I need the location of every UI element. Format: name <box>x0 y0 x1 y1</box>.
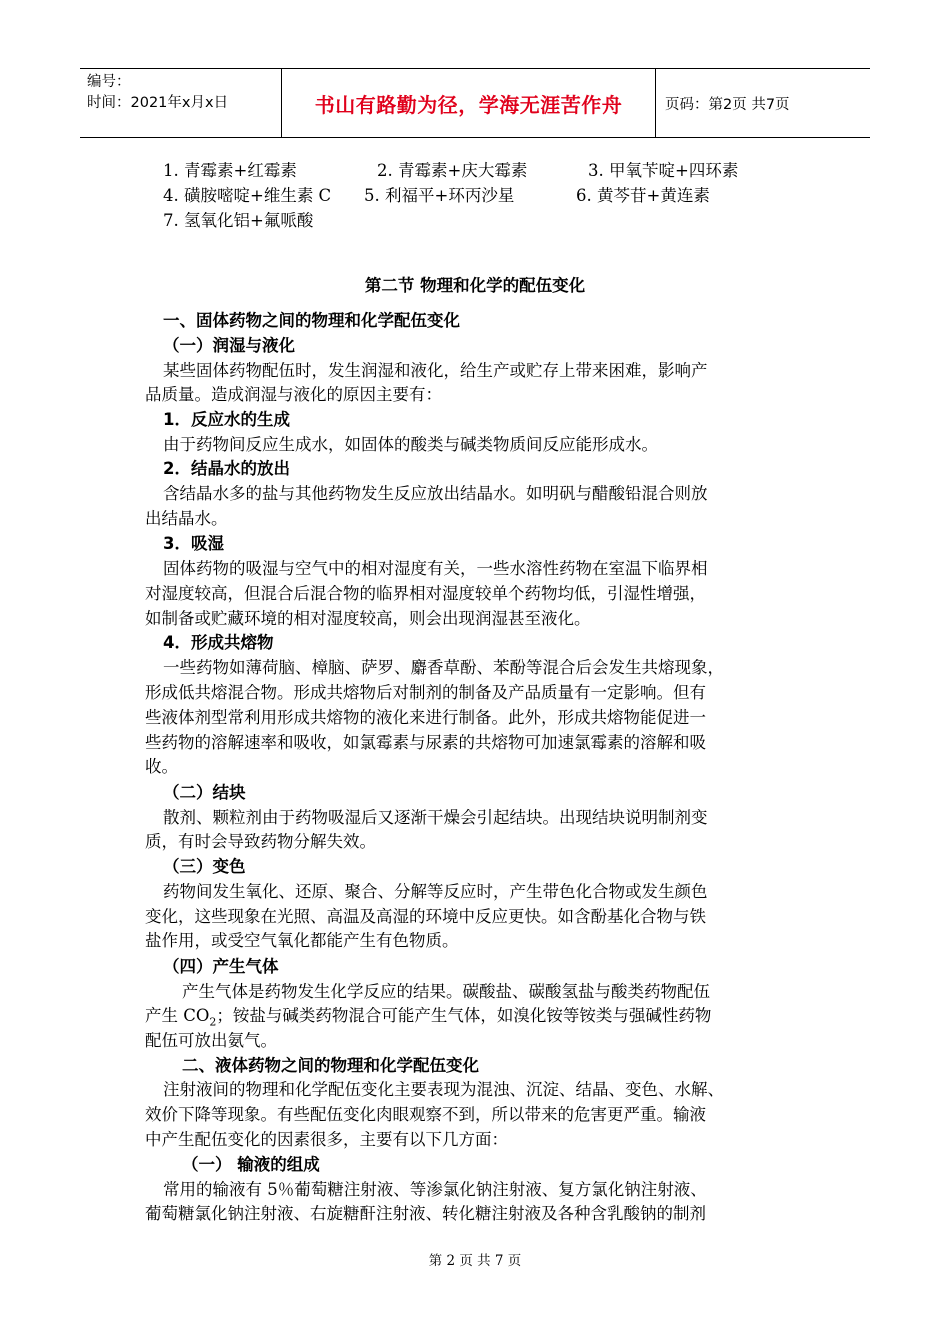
co2-subscript: 2 <box>209 1015 217 1029</box>
drug-item-4: 4. 磺胺嘧啶+维生素 C <box>163 186 332 205</box>
section-title: 第二节 物理和化学的配伍变化 <box>364 276 586 295</box>
drug-item-7: 7. 氢氧化铝+氟哌酸 <box>163 211 314 230</box>
paragraph-line: 形成低共熔混合物。形成共熔物后对制剂的制备及产品质量有一定影响。但有 <box>145 683 706 702</box>
paragraph-line: 药物间发生氧化、还原、聚合、分解等反应时，产生带色化合物或发生颜色 <box>163 882 708 901</box>
paragraph-line: 质，有时会导致药物分解失效。 <box>145 832 376 851</box>
paragraph-line: 些液体剂型常利用形成共熔物的液化来进行制备。此外，形成共熔物能促进一 <box>145 708 706 727</box>
paragraph-line: 盐作用，或受空气氧化都能产生有色物质。 <box>145 931 459 950</box>
paragraph-line: 散剂、颗粒剂由于药物吸湿后又逐渐干燥会引起结块。出现结块说明制剂变 <box>163 808 708 827</box>
heading-eutectic: 4．形成共熔物 <box>163 633 274 652</box>
heading-water-formation: 1．反应水的生成 <box>163 410 290 429</box>
heading-caking: （二）结块 <box>163 783 246 802</box>
drug-item-6: 6. 黄芩苷+黄连素 <box>576 186 710 205</box>
paragraph-line: 配伍可放出氨气。 <box>145 1031 277 1050</box>
drug-item-3: 3. 甲氧苄啶+四环素 <box>588 161 739 180</box>
number-label: 编号： <box>87 74 131 90</box>
paragraph-line: 中产生配伍变化的因素很多，主要有以下几方面： <box>145 1130 508 1149</box>
paragraph-line: 注射液间的物理和化学配伍变化主要表现为混浊、沉淀、结晶、变色、水解、 <box>163 1080 724 1099</box>
heading-discoloration: （三）变色 <box>163 857 246 876</box>
paragraph-line: 出结晶水。 <box>145 509 228 528</box>
co2-prefix: 产生 CO <box>145 1006 210 1025</box>
paragraph-line: 葡萄糖氯化钠注射液、右旋糖酐注射液、转化糖注射液及各种含乳酸钠的制剂 <box>145 1204 706 1223</box>
paragraph-line: 由于药物间反应生成水，如固体的酸类与碱类物质间反应能形成水。 <box>163 435 658 454</box>
header-meta <box>80 69 282 137</box>
page-footer: 第 2 页 共 7 页 <box>428 1253 522 1269</box>
heading-infusion-composition: （一） 输液的组成 <box>182 1155 320 1174</box>
page-header <box>80 68 870 138</box>
paragraph-line: 产生气体是药物发生化学反应的结果。碳酸盐、碳酸氢盐与酸类药物配伍 <box>182 982 710 1001</box>
paragraph-line: 常用的输液有 5％葡萄糖注射液、等渗氯化钠注射液、复方氯化钠注射液、 <box>163 1180 707 1199</box>
paragraph-line-co2 <box>145 1006 711 1032</box>
paragraph-line: 效价下降等现象。有些配伍变化肉眼观察不到，所以带来的危害更严重。输液 <box>145 1105 706 1124</box>
paragraph-line: 一些药物如薄荷脑、樟脑、萨罗、麝香草酚、苯酚等混合后会发生共熔现象， <box>163 658 724 677</box>
co2-suffix: ；铵盐与碱类药物混合可能产生气体，如溴化铵等铵类与强碱性药物 <box>216 1006 712 1025</box>
paragraph-line: 对湿度较高，但混合后混合物的临界相对湿度较单个药物均低，引湿性增强， <box>145 584 706 603</box>
header-motto: 书山有路勤为径，学海无涯苦作舟 <box>282 69 656 137</box>
heading-liquid-drugs: 二、液体药物之间的物理和化学配伍变化 <box>182 1056 479 1075</box>
drug-item-5: 5. 利福平+环丙沙星 <box>364 186 515 205</box>
paragraph-line: 变化，这些现象在光照、高温及高湿的环境中反应更快。如含酚基化合物与铁 <box>145 907 706 926</box>
heading-solid-drugs: 一、固体药物之间的物理和化学配伍变化 <box>163 311 460 330</box>
paragraph-line: 些药物的溶解速率和吸收，如氯霉素与尿素的共熔物可加速氯霉素的溶解和吸 <box>145 733 706 752</box>
paragraph-line: 某些固体药物配伍时，发生润湿和液化，给生产或贮存上带来困难，影响产 <box>163 361 708 380</box>
heading-crystal-water: 2．结晶水的放出 <box>163 459 290 478</box>
paragraph-line: 固体药物的吸湿与空气中的相对湿度有关，一些水溶性药物在室温下临界相 <box>163 559 708 578</box>
paragraph-line: 含结晶水多的盐与其他药物发生反应放出结晶水。如明矾与醋酸铅混合则放 <box>163 484 708 503</box>
paragraph-line: 品质量。造成润湿与液化的原因主要有： <box>145 385 442 404</box>
paragraph-line: 如制备或贮藏环境的相对湿度较高，则会出现润湿甚至液化。 <box>145 609 591 628</box>
header-page-info: 页码：第2页 共7页 <box>665 96 790 113</box>
paragraph-line: 收。 <box>145 757 178 776</box>
drug-item-2: 2. 青霉素+庆大霉素 <box>377 161 528 180</box>
drug-item-1: 1. 青霉素+红霉素 <box>163 161 297 180</box>
time-label: 时间：2021年x月x日 <box>87 95 229 111</box>
heading-gas: （四）产生气体 <box>163 957 279 976</box>
heading-moisture: 3．吸湿 <box>163 534 224 553</box>
heading-wetting: （一）润湿与液化 <box>163 336 295 355</box>
